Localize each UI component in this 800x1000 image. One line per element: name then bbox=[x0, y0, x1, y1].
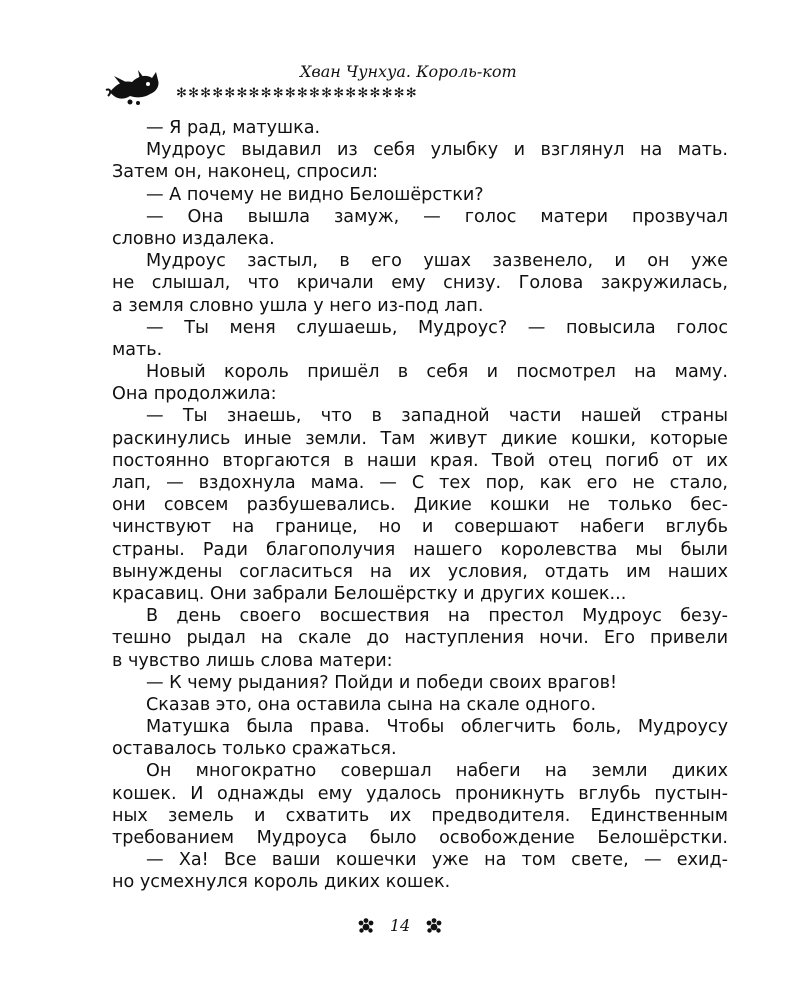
text-line: В день своего восшествия на престол Мудроус безу- bbox=[146, 606, 728, 627]
text-line: кошек. И однажды ему удалось проникнуть вглубь пустын- bbox=[112, 783, 728, 804]
text-line: лап, — вздохнула мама. — С тех пор, как его не стало, bbox=[112, 473, 728, 493]
text-line: — Я рад, матушка. bbox=[146, 118, 321, 138]
text-line: но усмехнулся король диких кошек. bbox=[112, 872, 451, 893]
paw-flower-icon bbox=[357, 918, 375, 934]
paw-flower-icon bbox=[425, 918, 443, 934]
star-rule: ✻✻✻✻✻✻✻✻✻✻✻✻✻✻✻✻✻✻✻✻ bbox=[176, 86, 418, 101]
text-line: они совсем разбушевались. Дикие кошки не только бес- bbox=[112, 495, 728, 516]
page-footer bbox=[0, 916, 800, 935]
text-line: требованием Мудроуса было освобождение Белошёрстки. bbox=[112, 828, 728, 848]
cat-emblem-icon bbox=[102, 62, 162, 106]
page-number: 14 bbox=[389, 916, 411, 935]
text-line: Затем он, наконец, спросил: bbox=[112, 162, 379, 183]
text-line: Он многократно совершал набеги на земли диких bbox=[146, 761, 728, 782]
text-line: раскинулись иные земли. Там живут дикие кошки, которые bbox=[112, 428, 728, 449]
text-line: Новый король пришёл в себя и посмотрел на маму. bbox=[146, 362, 728, 383]
text-line: постоянно вторгаются в наши края. Твой отец погиб от их bbox=[112, 450, 728, 471]
text-line: — Ха! Все ваши кошечки уже на том свете, — ехид- bbox=[146, 850, 728, 871]
text-line: Сказав это, она оставила сына на скале одного. bbox=[146, 694, 597, 715]
text-line: оставалось только сражаться. bbox=[112, 739, 397, 760]
text-line: — К чему рыдания? Пойди и победи своих врагов! bbox=[146, 672, 617, 693]
text-line: не слышал, что кричали ему снизу. Голова закружилась, bbox=[112, 273, 728, 294]
running-title: Хван Чунхуа. Король-кот bbox=[300, 62, 517, 81]
text-line: Она продолжила: bbox=[112, 384, 277, 405]
text-line: мать. bbox=[112, 339, 163, 360]
text-line: вынуждены согласиться на их условия, отдать им наших bbox=[112, 561, 728, 582]
text-line: красавиц. Они забрали Белошёрстку и других кошек... bbox=[112, 583, 627, 604]
text-line: страны. Ради благополучия нашего королевства мы были bbox=[112, 539, 728, 560]
text-line: Мудроус выдавил из себя улыбку и взглянул на мать. bbox=[146, 140, 728, 161]
text-line: тешно рыдал на скале до наступления ночи. Его привели bbox=[112, 628, 728, 649]
text-line: — А почему не видно Белошёрстки? bbox=[146, 184, 484, 205]
text-line: — Она вышла замуж, — голос матери прозвучал bbox=[146, 206, 728, 227]
page-header bbox=[0, 0, 800, 110]
text-line: а земля словно ушла у него из-под лап. bbox=[112, 295, 484, 316]
text-line: Мудроус застыл, в его ушах зазвенело, и он уже bbox=[146, 251, 728, 272]
text-line: ных земель и схватить их предводителя. Единственным bbox=[112, 805, 728, 826]
text-line: чинствуют на границе, но и совершают набеги вглубь bbox=[112, 517, 728, 538]
text-line: — Ты меня слушаешь, Мудроус? — повысила голос bbox=[146, 317, 728, 338]
text-line: Матушка была права. Чтобы облегчить боль, Мудроусу bbox=[146, 717, 728, 738]
text-line: — Ты знаешь, что в западной части нашей страны bbox=[146, 406, 728, 427]
text-line: словно издалека. bbox=[112, 228, 275, 249]
text-line: в чувство лишь слова матери: bbox=[112, 650, 393, 671]
body-text bbox=[112, 117, 728, 894]
